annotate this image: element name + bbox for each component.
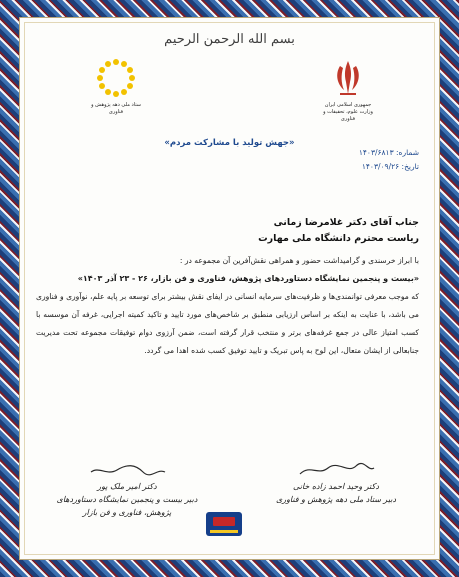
research-week-logo xyxy=(86,58,146,116)
research-week-caption: ستاد ملی دهه پژوهش و فناوری xyxy=(91,102,141,115)
iran-emblem-icon xyxy=(331,58,365,98)
slogan: «جهش تولید با مشارکت مردم» xyxy=(164,138,295,148)
addressee-title: ریاست محترم دانشگاه ملی مهارت xyxy=(258,233,419,244)
letter-date-row xyxy=(359,160,419,174)
event-title: «بیست و پنجمین نمایشگاه دستاوردهای پژوهش، فناوری و فن بازار، ۲۶ - ۲۳ آذر ۱۴۰۳» xyxy=(77,274,419,283)
letter-date-label: تاریخ: xyxy=(401,162,419,171)
signature-scribble-icon xyxy=(87,462,167,478)
signature-left xyxy=(52,462,202,519)
iran-emblem-logo xyxy=(323,58,373,123)
letter-number-value: ۱۴۰۳/۶۸۱۳ xyxy=(358,148,394,157)
signer-right-title: دبیر ستاد ملی دهه پژوهش و فناوری xyxy=(275,495,397,504)
body-intro: با ابراز خرسندی و گرامیداشت حضور و همراهی نقش‌آفرین آن مجموعه در : xyxy=(179,256,419,265)
signature-scribble-icon xyxy=(296,462,376,478)
addressee-name: جناب آقای دکتر غلامرضا زمانی xyxy=(273,217,419,228)
bismillah-calligraphy: بسم الله الرحمن الرحیم xyxy=(164,32,295,47)
emblem-caption-1: جمهوری اسلامی ایران xyxy=(324,102,372,108)
sun-ring-icon xyxy=(96,58,136,98)
certificate-body xyxy=(36,252,419,360)
body-paragraph: که موجب معرفی توانمندی‌ها و ظرفیت‌های سرمایه انسانی در ایفای نقش بیشتر برای توسعه بر پایه علم، نوآوری و فناوری می باشد، با عنایت به اینکه بر اساس ارزیابی منطبق بر شاخص‌های مورد تایید و تاکید کمیته اجرایی، غرفه آن موسسه با کسب امتیاز عالی در جمع غرفه‌های برتر و منتخب قرار گرفته است، ضمن آرزوی دوام توفیقات مجموعه تحت مدیریت جنابعالی از ایشان متعال، این لوح به پاس تبریک و تایید توفیق کسب شده اهدا می گردد. xyxy=(36,292,419,355)
signer-left-name: دکتر امیر ملک پور xyxy=(97,482,157,491)
fair-logo-icon xyxy=(206,512,242,536)
emblem-caption-2: وزارت علوم، تحقیقات و فناوری xyxy=(323,109,373,122)
signature-right xyxy=(261,462,411,506)
letter-number-label: شماره: xyxy=(396,148,419,157)
letter-number-row xyxy=(359,146,419,160)
signer-right-name: دکتر وحید احمد زاده خانی xyxy=(293,482,379,491)
addressee xyxy=(258,215,419,247)
letter-meta xyxy=(359,146,419,174)
signer-left-title: دبیر بیست و پنجمین نمایشگاه دستاوردهای پژوهش، فناوری و فن بازار xyxy=(56,495,198,517)
letter-date-value: ۱۴۰۳/۰۹/۲۶ xyxy=(361,162,400,171)
